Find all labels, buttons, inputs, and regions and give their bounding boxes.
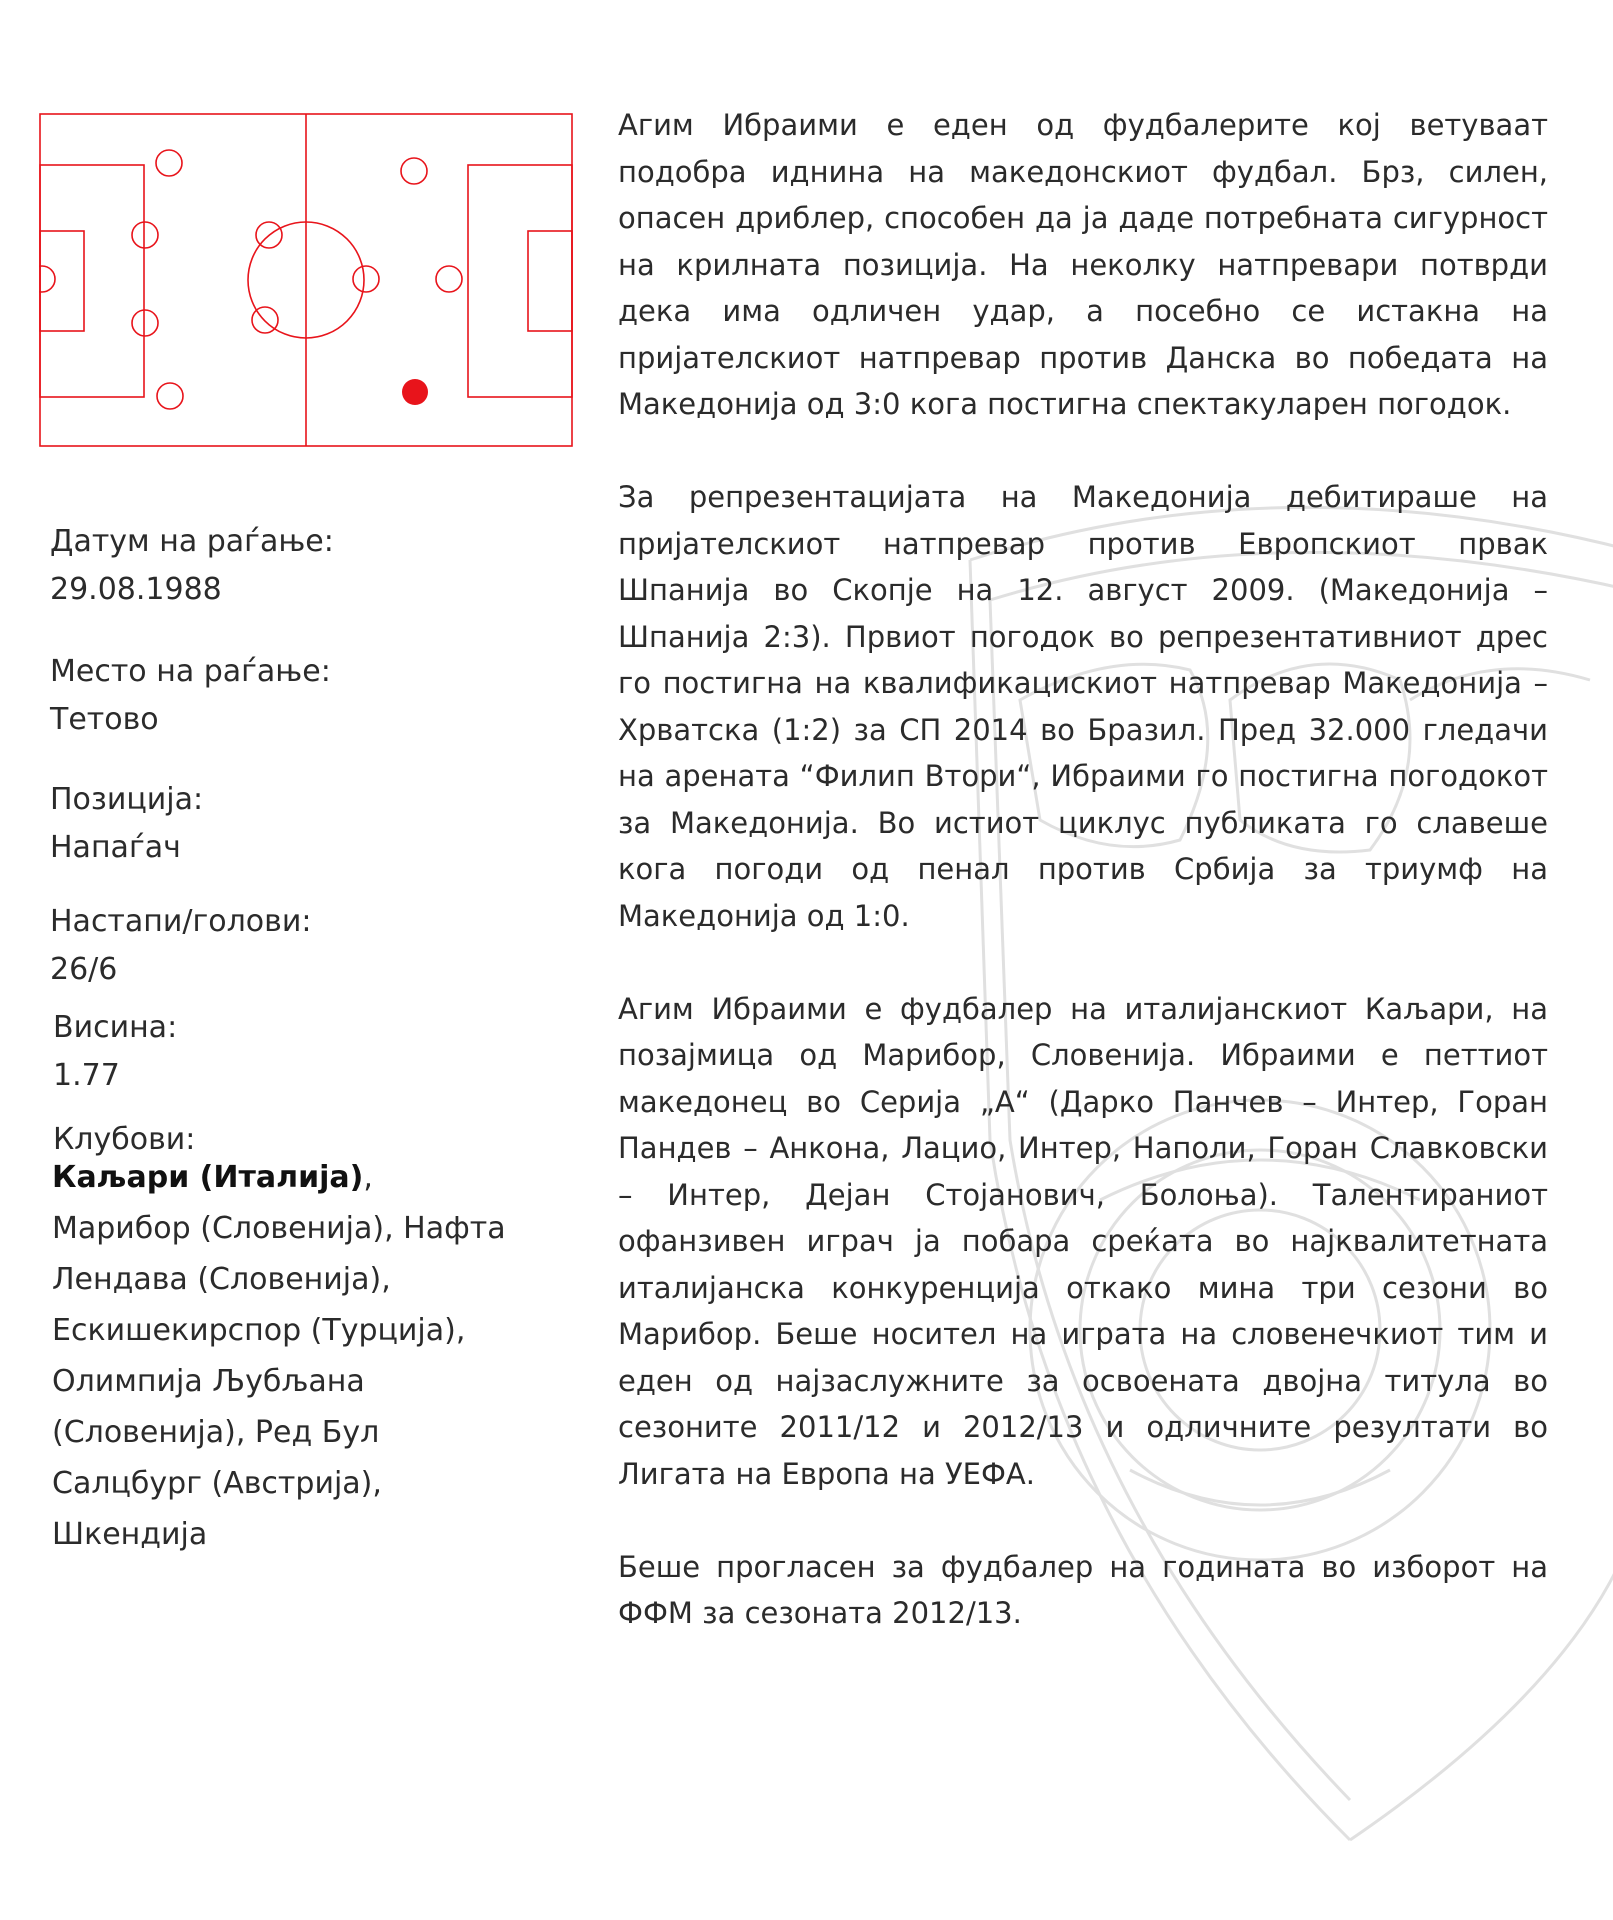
position-group [50,776,203,872]
bio-paragraph-2: За репрезентацијата на Македонија дебитираше на пријателскиот натпревар против Европскиот првак Шпанија во Скопје на 12. август 2009. (Македонија – Шпанија 2:3). Првиот погодок во репрезентативниот дрес го постигна на квалификацискиот натпревар Македонија – Хрватска (1:2) за СП 2014 во Бразил. Пред 32.000 гледачи на арената “Филип Втори“, Ибраими го постигна погодокот за Македонија. Во истиот циклус публиката го славеше кога погоди од пенал против Србија за триумф на Македонија од 1:0. [618,480,1548,933]
position-value: Напаѓач [50,830,181,865]
player-marker [156,150,182,176]
caps-goals-value: 26/6 [50,952,118,987]
birth-date-label: Датум на раѓање: [50,524,334,559]
biography [618,102,1548,1683]
bio-paragraph-3: Агим Ибраими е фудбалер на италијанскиот Каљари, на позајмица од Марибор, Словенија. Ибраими е петтиот македонец во Серија „А“ (Дарко Панчев – Интер, Горан Пандев – Анкона, Лацио, Интер, Наполи, Горан Славковски – Интер, Дејан Стојанович, Болоња). Талентираниот офанзивен играч ја побара среќата во најквалитетната италијанска конкуренција откако мина три сезони во Марибор. Беше носител на играта на словенечкиот тим и еден од најзаслужните за освоената двојна титула во сезоните 2011/12 и 2012/13 и одличните резултати во Лигата на Европа на УЕФА. [618,991,1548,1491]
player-marker [132,310,158,336]
player-marker [39,266,55,292]
position-label: Позиција: [50,782,204,817]
player-position-highlight [402,379,428,405]
birth-date-group [50,518,334,614]
birth-place-group [50,648,331,744]
previous-clubs: , Марибор (Словенија), Нафта Лендава (Словенија), Ескишекирспор (Турција), Олимпија Љубљана (Словенија), Ред Бул Салцбург (Австрија), Шкендија [52,1160,506,1552]
birth-place-label: Место на раѓање: [50,654,331,689]
bio-paragraph-1: Агим Ибраими е еден од фудбалерите кој ветуваат подобра иднина на македонскиот фудбал. Брз, силен, опасен дриблер, способен да ја даде потребната сигурност на крилната позиција. На неколку натпревари потврди дека има одличен удар, а посебно се истакна на пријателскиот натпревар против Данска во победата на Македонија од 3:0 кога постигна спектакуларен погодок. [618,108,1548,421]
birth-place-value: Тетово [50,702,159,737]
current-club: Каљари (Италија) [52,1160,364,1195]
left-goal-area [40,231,84,331]
birth-date-value: 29.08.1988 [50,572,222,607]
caps-goals-group [50,898,311,994]
bio-paragraph-4: Беше прогласен за фудбалер на годината во изборот на ФФМ за сезоната 2012/13. [618,1549,1548,1630]
player-marker [436,266,462,292]
clubs-list [52,1152,512,1560]
right-penalty-area [468,165,572,397]
player-marker [132,222,158,248]
player-marker [353,266,379,292]
player-marker [401,158,427,184]
height-label: Висина: [53,1010,178,1045]
right-goal-area [528,231,572,331]
player-marker [157,383,183,409]
clubs-label: Клубови: [53,1122,196,1157]
pitch-diagram [39,113,573,447]
caps-goals-label: Настапи/голови: [50,904,312,939]
height-value: 1.77 [53,1058,120,1093]
height-group [53,1004,177,1100]
